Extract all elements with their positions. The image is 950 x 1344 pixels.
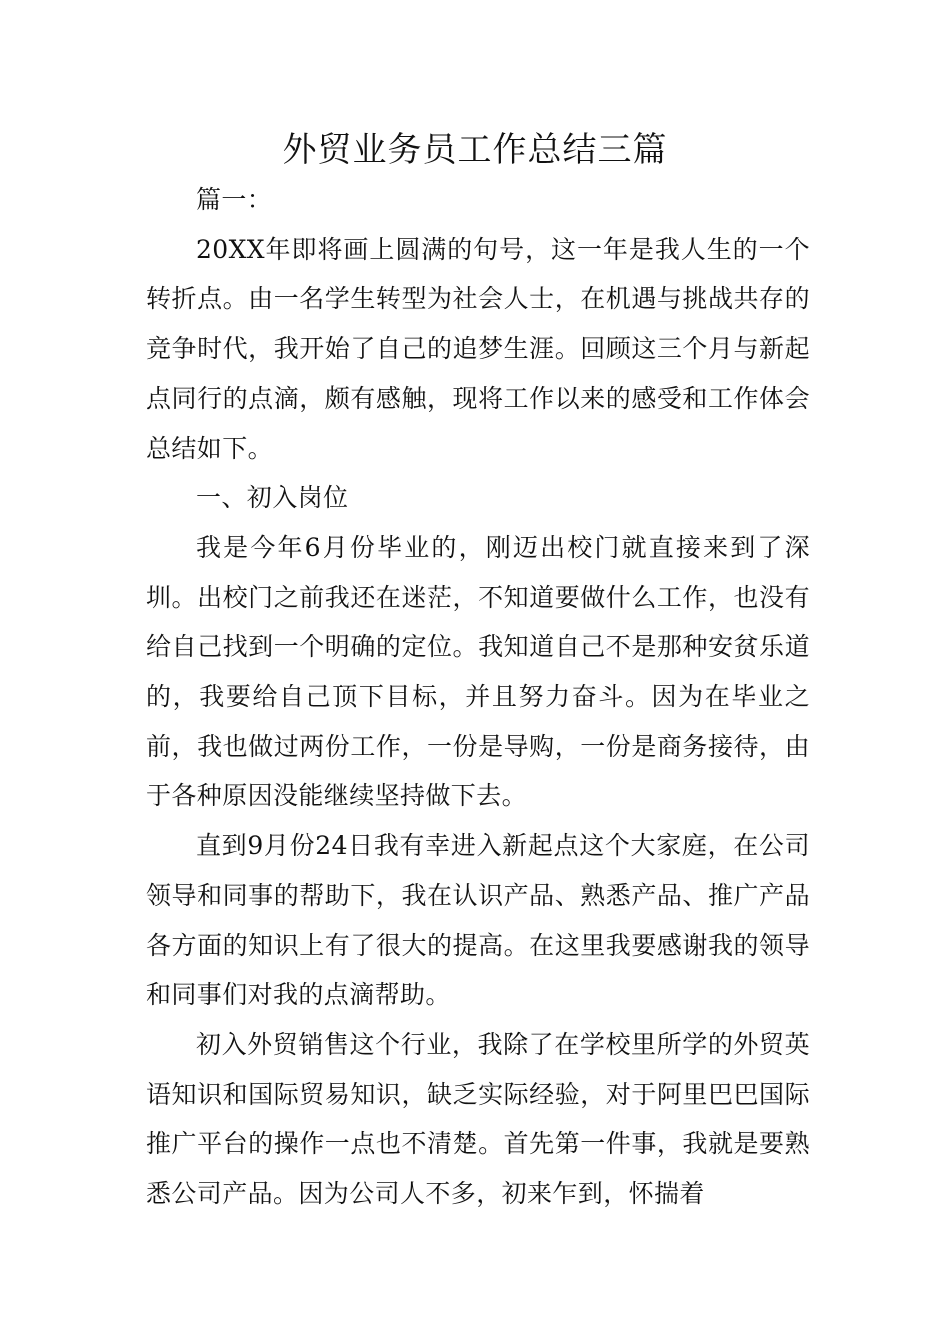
document-title: 外贸业务员工作总结三篇 (282, 130, 668, 170)
paragraph-graduation: 我是今年6月份毕业的，刚迈出校门就直接来到了深圳。出校门之前我还在迷茫，不知道要做什么工作，也没有给自己找到一个明确的定位。我知道自己不是那种安贫乐道的，我要给自己顶下目标，并且努力奋斗。因为在毕业之前，我也做过两份工作，一份是导购，一份是商务接待，由于各种原因没能继续坚持做下去。 (146, 532, 810, 811)
paragraph-joining-company: 直到9月份24日我有幸进入新起点这个大家庭，在公司领导和同事的帮助下，我在认识产品、熟悉产品、推广产品各方面的知识上有了很大的提高。在这里我要感谢我的领导和同事们对我的点滴帮助。 (146, 831, 810, 1010)
document-body (146, 175, 810, 1219)
section-heading-first-job: 一、初入岗位 (196, 483, 349, 513)
paragraph-intro: 20XX年即将画上圆满的句号，这一年是我人生的一个转折点。由一名学生转型为社会人士，在机遇与挑战共存的竞争时代，我开始了自己的追梦生涯。回顾这三个月与新起点同行的点滴，颇有感触，现将工作以来的感受和工作体会总结如下。 (146, 234, 810, 463)
section-label-part-one: 篇一： (196, 185, 273, 214)
paragraph-foreign-trade-start: 初入外贸销售这个行业，我除了在学校里所学的外贸英语知识和国际贸易知识，缺乏实际经验，对于阿里巴巴国际推广平台的操作一点也不清楚。首先第一件事，我就是要熟悉公司产品。因为公司人不多，初来乍到，怀揣着 (146, 1029, 810, 1209)
